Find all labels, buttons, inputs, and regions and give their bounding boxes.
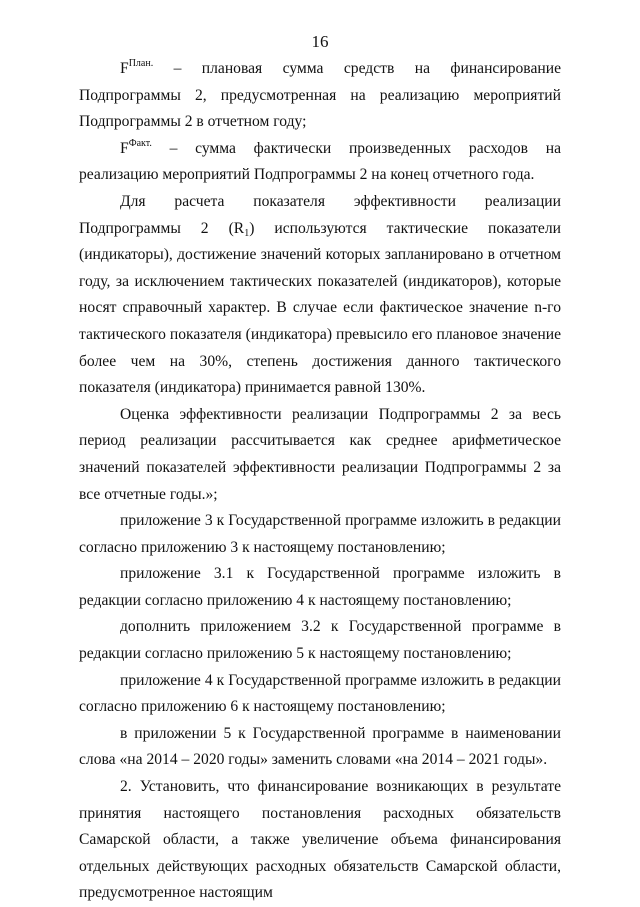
paragraph-financing: 2. Установить, что финансирование возникающих в результате принятия настоящего постановления расходных обязательств Самарской области, а также увеличение объема финансирования отдельных действующих расходных обязательств Самарской области, предусмотренное настоящим: [79, 778, 561, 902]
paragraph-appendix-3-2: дополнить приложением 3.2 к Государственной программе в редакции согласно приложению 5 к настоящему постановлению;: [79, 618, 561, 663]
ffact-definition: – сумма фактически произведенных расходов на реализацию мероприятий Подпрограммы 2 на конец отчетного года.: [79, 139, 561, 184]
ffact-superscript: Факт.: [128, 137, 152, 149]
r1-text-before: Для расчета показателя эффективности реализации Подпрограммы 2 (R: [79, 192, 561, 237]
r1-subscript: 1: [244, 227, 250, 239]
paragraph-appendix-3: приложение 3 к Государственной программе изложить в редакции согласно приложению 3 к настоящему постановлению;: [79, 512, 561, 556]
document-body: [79, 56, 561, 907]
fplan-symbol: F: [120, 60, 129, 77]
page-number: 16: [311, 32, 329, 51]
paragraph-appendix-3-1: приложение 3.1 к Государственной программе изложить в редакции согласно приложению 4 к настоящему постановлению;: [79, 565, 561, 609]
fplan-superscript: План.: [128, 58, 154, 69]
paragraph-fplan: [79, 56, 561, 136]
paragraph-appendix-4: приложение 4 к Государственной программе изложить в редакции согласно приложению 6 к настоящему постановлению;: [79, 671, 561, 716]
fplan-definition: – плановая сумма средств на финансирование Подпрограммы 2, предусмотренная на реализацию мероприятий Подпрограммы 2 в отчетном году;: [79, 60, 561, 131]
paragraph-appendix-5: в приложении 5 к Государственной программе в наименовании слова «на 2014 – 2020 годы» заменить словами «на 2014 – 2021 годы».: [79, 724, 561, 769]
paragraph-r1: [79, 189, 561, 402]
paragraph-evaluation: Оценка эффективности реализации Подпрограммы 2 за весь период реализации рассчитывается как среднее арифметическое значений показателей эффективности реализации Подпрограммы 2 за все отчетные годы.»;: [79, 405, 561, 503]
paragraph-ffact: [79, 136, 561, 189]
r1-text-after: ) используются тактические показатели (индикаторы), достижение значений которых запланировано в отчетном году, за исключением тактических показателей (индикаторов), которые носят справочный характер. В случае если фактическое значение n-го тактического показателя (индикатора) превысило его плановое значение более чем на 30%, степень достижения данного тактического показателя (индикатора) принимается равной 130%.: [79, 219, 561, 397]
ffact-symbol: F: [120, 139, 129, 157]
